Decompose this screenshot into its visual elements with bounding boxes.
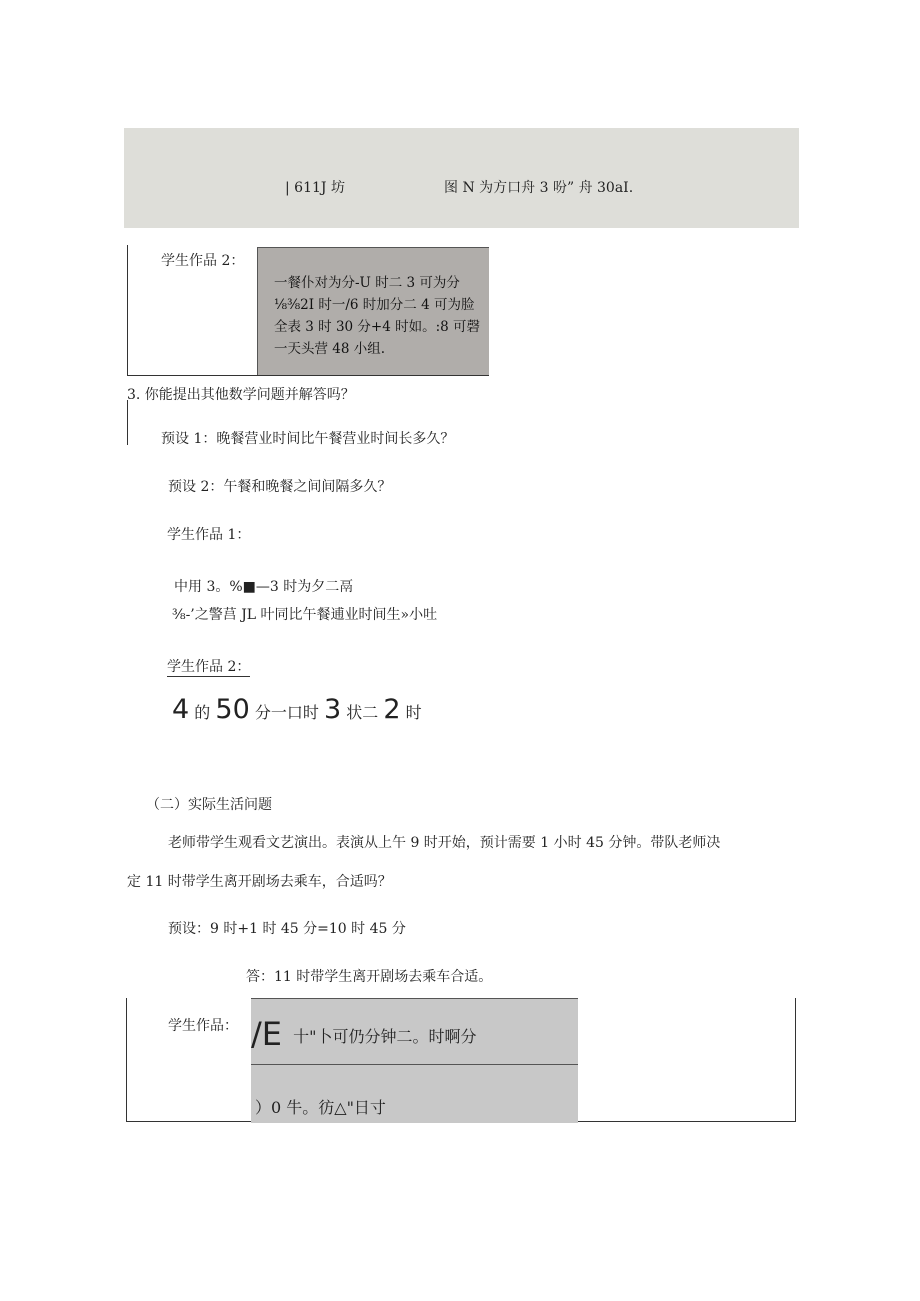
student-work-1-label: 学生作品 1： bbox=[167, 527, 251, 543]
table-border-left bbox=[126, 998, 127, 1122]
preset: 预设：9 时+1 时 45 分=10 时 45 分 bbox=[168, 921, 406, 937]
question-3: 3. 你能提出其他数学问题并解答吗？ bbox=[127, 387, 355, 403]
handwriting-part: 的 bbox=[194, 703, 211, 722]
preset-2: 预设 2：午餐和晚餐之间间隔多久？ bbox=[168, 479, 392, 495]
student-work-2-image bbox=[257, 247, 489, 375]
student-work-row-1 bbox=[251, 1015, 476, 1053]
handwriting-part: 时 bbox=[405, 703, 422, 722]
problem-line-1: 老师带学生观看文艺演出。表演从上午 9 时开始，预计需要 1 小时 45 分钟。带队老师决 bbox=[168, 835, 721, 851]
table-border-left bbox=[127, 245, 128, 376]
table-border-right bbox=[795, 998, 796, 1122]
student-work-2-label: 学生作品 2： bbox=[161, 253, 245, 269]
handwriting-part: 4 bbox=[172, 694, 190, 725]
preset-1: 预设 1：晚餐营业时间比午餐营业时间长多久？ bbox=[161, 431, 455, 447]
handwriting-part: 50 bbox=[215, 694, 250, 725]
student-work-row-2: ）0 牛。彷△"日寸 bbox=[255, 1098, 386, 1117]
answer: 答：11 时带学生离开剧场去乘车合适。 bbox=[246, 969, 493, 985]
handwriting-part: 状二 bbox=[346, 703, 379, 722]
student-work-2b-handwriting bbox=[172, 694, 422, 725]
section-heading: （二）实际生活问题 bbox=[146, 797, 272, 813]
student-work-2b-label-text: 学生作品 2： bbox=[167, 659, 251, 675]
student-work-1-line: ⅜-’之警莒 JL 叶同比午餐逋业时间生»小吐 bbox=[172, 607, 438, 623]
problem-line-2: 定 11 时带学生离开剧场去乘车，合适吗？ bbox=[127, 874, 392, 890]
student-work-2-line: 一天头营 48 小组. bbox=[274, 341, 386, 357]
banner-right-text: 图 N 为方口舟 3 吩” 舟 30aI. bbox=[444, 180, 634, 196]
top-banner bbox=[124, 128, 799, 228]
student-work-1-line: 中用 3。%■—3 时为夕二鬲 bbox=[174, 579, 354, 595]
handwriting-part: 分一口时 bbox=[254, 703, 319, 722]
student-work-row-1-text: 十"卜可仍分钟二。时啊分 bbox=[293, 1027, 477, 1046]
handwriting-part: 2 bbox=[383, 694, 401, 725]
student-work-2-line: 全表 3 时 30 分+4 时如。:8 可磬 bbox=[274, 319, 481, 335]
student-work-2-line: ⅛⅜2I 时一/6 时加分二 4 可为脸 bbox=[274, 297, 475, 313]
student-work-2b-label bbox=[167, 656, 250, 676]
student-work-label: 学生作品： bbox=[168, 1018, 238, 1034]
table-border-bottom bbox=[127, 375, 489, 376]
banner-left-text: | 611J 坊 bbox=[285, 180, 345, 196]
student-work-row-1-big: /E bbox=[251, 1015, 282, 1053]
student-work-image bbox=[251, 998, 578, 1123]
handwriting-part: 3 bbox=[323, 694, 342, 725]
table-border-left-lower bbox=[127, 400, 128, 445]
student-work-divider bbox=[251, 1064, 578, 1065]
student-work-2-line: 一餐仆对为分-U 时二 3 可为分 bbox=[274, 275, 460, 291]
